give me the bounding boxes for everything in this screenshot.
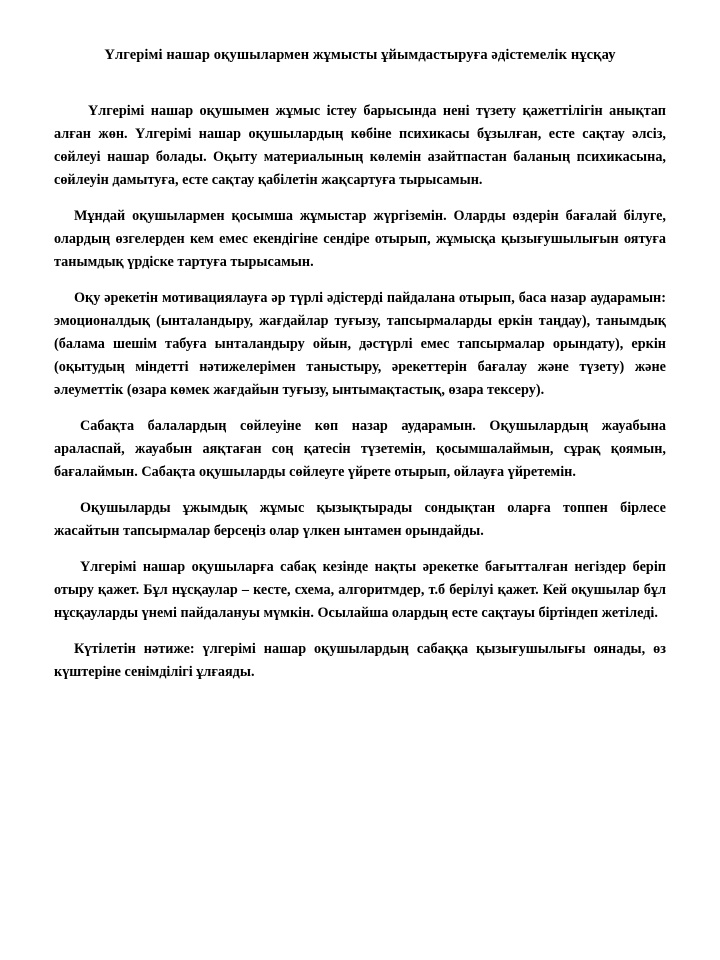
paragraph-4: Сабақта балалардың сөйлеуіне көп назар аударамын. Оқушылардың жауабына араласпай, жауабын аяқтаған соң қатесін түзетемін, қосымшалаймын, сұрақ қоямын, бағалаймын. Сабақта оқушыларды сөйлеуге үйрете отырып, ойлауға үйретемін.	[54, 418, 666, 481]
paragraph-1: Үлгерімі нашар оқушымен жұмыс істеу барысында нені түзету қажеттілігін анықтап алған жөн. Үлгерімі нашар оқушылардың көбіне психикасы бұзылған, есте сақтау әлсіз, сөйлеуі нашар болады. Оқыту материалының көлемін азайтпастан баланың психикасына, сөйлеуін дамытуға, есте сақтау қабілетін жақсартуға тырысамын.	[54, 103, 666, 189]
paragraph-6: Үлгерімі нашар оқушыларға сабақ кезінде нақты әрекетке бағытталған негіздер беріп отыру қажет. Бұл нұсқаулар – кесте, схема, алгоритмдер, т.б берілуі қажет. Кей оқушылар бұл нұсқауларды үнемі пайдалануы мүмкін. Осылайша олардың есте сақтауы біртіндеп жетіледі.	[54, 559, 666, 622]
paragraph-5: Оқушыларды ұжымдық жұмыс қызықтырады сондықтан оларға топпен бірлесе жасайтын тапсырмалар берсеңіз олар үлкен ынтамен орындайды.	[54, 500, 666, 540]
conclusion-lead: Күтілетін нәтиже:	[74, 641, 195, 658]
conclusion-text: үлгерімі нашар оқушылардың сабаққа қызығушылығы оянады, өз күштеріне сенімділігі ұлғаяды.	[54, 641, 666, 681]
paragraph-3: Оқу әрекетін мотивациялауға әр түрлі әдістерді пайдалана отырып, баса назар аударамын: эмоционалдық (ынталандыру, жағдайлар туғызу, тапсырмаларды еркін таңдау), танымдық (балама шешім табуға ынталандыру ойын, дәстүрлі емес тапсырмалар орындату), еркін (оқытудың міндетті нәтижелерімен таныстыру, әрекеттерін бағалау және түзету) және әлеуметтік (өзара көмек жағдайын туғызу, ынтымақтастық, өзара тексеру).	[54, 290, 666, 399]
document-title: Үлгерімі нашар оқушылармен жұмысты ұйымдастыруға әдістемелік нұсқау	[104, 47, 616, 63]
paragraph-2: Мұндай оқушылармен қосымша жұмыстар жүргіземін. Оларды өздерін бағалай білуге, олардың өзгелерден кем емес екендігіне сендіре отырып, жұмысқа қызығушылығын оятуға танымдық үрдіске тартуға тырысамын.	[54, 208, 666, 271]
document-body	[54, 100, 666, 684]
paragraph-conclusion	[54, 638, 666, 684]
